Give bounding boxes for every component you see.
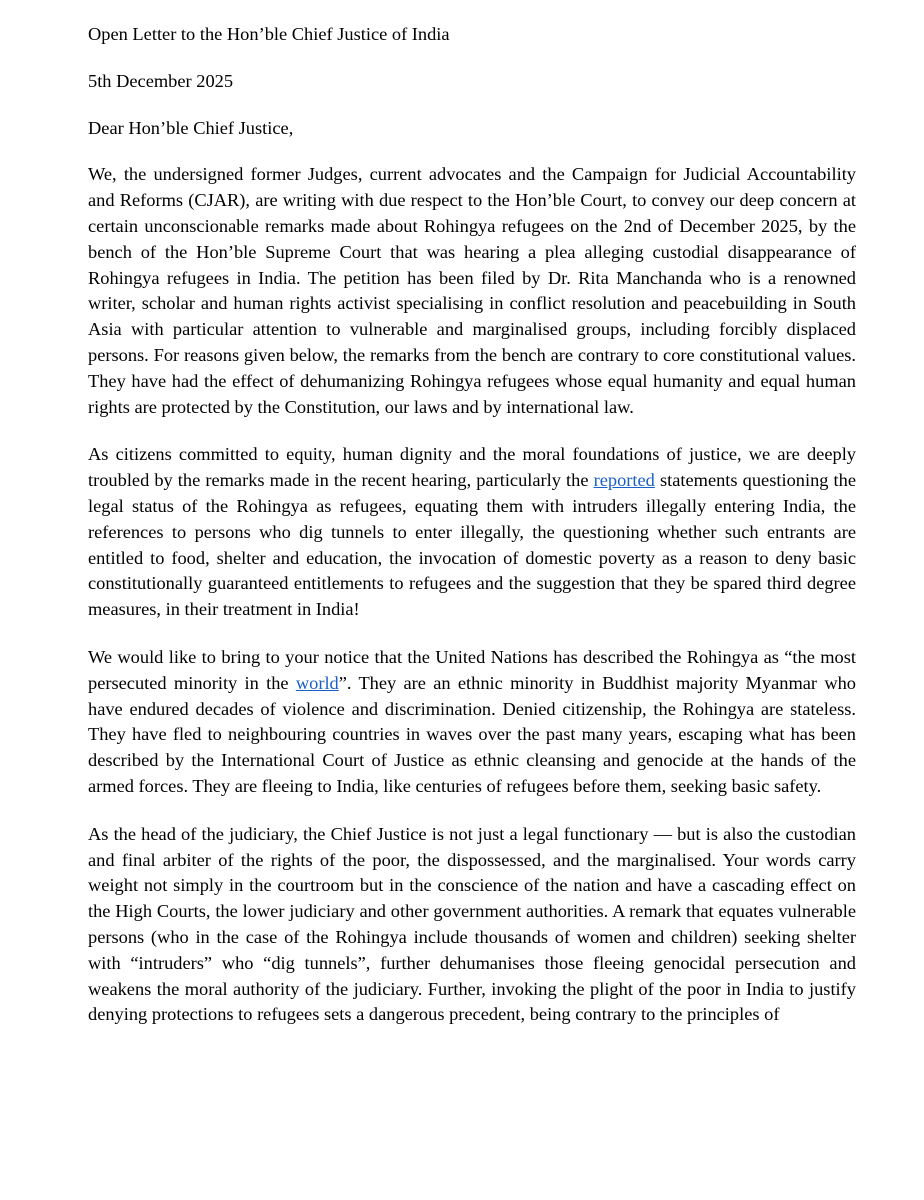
paragraph-3-text-start: We would like to bring to your notice that the United Nations has described the Rohingya as “the most persecuted minority in the xyxy=(88,646,856,693)
paragraph-1: We, the undersigned former Judges, current advocates and the Campaign for Judicial Accountability and Reforms (CJAR), are writing with due respect to the Hon’ble Court, to convey our deep concern at certain unconscionable remarks made about Rohingya refugees on the 2nd of December 2025, by the bench of the Hon’ble Supreme Court that was hearing a plea alleging custodial disappearance of Rohingya refugees in India. The petition has been filed by Dr. Rita Manchanda who is a renowned writer, scholar and human rights activist specialising in conflict resolution and peacebuilding in South Asia with particular attention to vulnerable and marginalised groups, including forcibly displaced persons. For reasons given below, the remarks from the bench are contrary to core constitutional values. They have had the effect of dehumanizing Rohingya refugees whose equal humanity and equal human rights are protected by the Constitution, our laws and by international law. xyxy=(88,164,856,417)
letter-date: 5th December 2025 xyxy=(88,70,234,91)
reported-link[interactable]: reported xyxy=(593,470,655,491)
letter-page xyxy=(88,22,856,1050)
paragraph-3 xyxy=(88,645,856,800)
paragraph-2 xyxy=(88,442,856,623)
paragraph-4: As the head of the judiciary, the Chief Justice is not just a legal functionary — but is also the custodian and final arbiter of the rights of the poor, the dispossessed, and the marginalised. Your words carry weight not simply in the courtroom but in the conscience of the nation and have a cascading effect on the High Courts, the lower judiciary and other government authorities. A remark that equates vulnerable persons (who in the case of the Rohingya include thousands of women and children) seeking shelter with “intruders” who “dig tunnels”, further dehumanises those fleeing genocidal persecution and weakens the moral authority of the judiciary. Further, invoking the plight of the poor in India to justify denying protections to refugees sets a dangerous precedent, being contrary to the principles of xyxy=(88,823,856,1025)
world-link[interactable]: world xyxy=(295,672,339,693)
paragraph-3-text-end: ”. They are an ethnic minority in Buddhist majority Myanmar who have endured decades of violence and discrimination. Denied citizenship, the Rohingya are stateless. They have fled to neighbouring countries in waves over the past many years, escaping what has been described by the International Court of Justice as ethnic cleansing and genocide at the hands of the armed forces. They are fleeing to India, like centuries of refugees before them, seeking basic safety. xyxy=(88,672,856,796)
paragraph-2-text-end: statements questioning the legal status of the Rohingya as refugees, equating them with intruders illegally entering India, the references to persons who dig tunnels to enter illegally, the questioning whether such entrants are entitled to food, shelter and education, the invocation of domestic poverty as a reason to deny basic constitutionally guaranteed entitlements to refugees and the suggestion that they be spared third degree measures, in their treatment in India! xyxy=(88,470,856,620)
letter-heading: Open Letter to the Hon’ble Chief Justice of India xyxy=(88,24,450,44)
letter-salutation: Dear Hon’ble Chief Justice, xyxy=(88,117,294,138)
paragraph-2-text-start: As citizens committed to equity, human dignity and the moral foundations of justice, we are deeply troubled by the remarks made in the recent hearing, particularly the xyxy=(88,444,856,491)
